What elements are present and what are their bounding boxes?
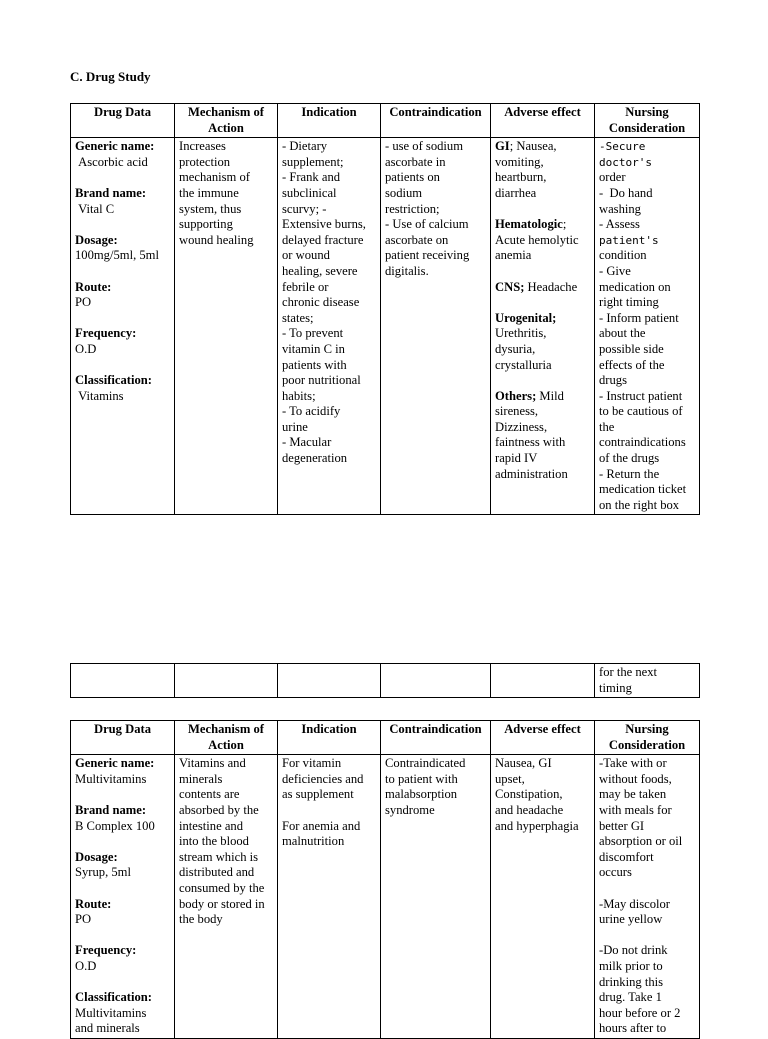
text-line: sodium	[385, 185, 423, 200]
text-line: system, thus	[179, 201, 242, 216]
others-line: faintness with	[495, 435, 566, 450]
header-mechanism-line2: Action	[208, 737, 244, 752]
text-line: degeneration	[282, 451, 348, 466]
text-line: medication ticket	[599, 482, 687, 497]
frequency-value: O.D	[75, 341, 97, 356]
text-line: intestine and	[179, 818, 244, 833]
text-line: better GI	[599, 818, 645, 833]
drug2-adverse-cell	[491, 755, 595, 1039]
brand-name-value: Vital C	[75, 201, 115, 216]
nursing-group	[599, 897, 695, 928]
text-line: effects of the	[599, 357, 665, 372]
text-line: - Frank and	[282, 170, 341, 185]
text-line: contraindications	[599, 435, 686, 450]
drug1-row	[71, 138, 700, 515]
text-line: healing, severe	[282, 263, 358, 278]
dosage-label: Dosage:	[75, 232, 118, 247]
text-line: deficiencies and	[282, 771, 364, 786]
drug1-mechanism-cell	[175, 138, 278, 515]
cns-value: Headache	[524, 279, 578, 294]
text-line: subclinical	[282, 185, 337, 200]
header-mechanism-line1: Mechanism of	[188, 105, 264, 119]
drug1-adverse-cell	[491, 138, 595, 515]
text-line: drug. Take 1	[599, 990, 662, 1005]
text-line: absorbed by the	[179, 802, 259, 817]
text-line: of the drugs	[599, 451, 660, 466]
text-line: Increases	[179, 139, 226, 154]
text-line: -Take with or	[599, 756, 667, 771]
header-mechanism-line1: Mechanism of	[188, 722, 264, 736]
others-label: Others;	[495, 388, 537, 403]
frequency-value: O.D	[75, 958, 97, 973]
text-line: drinking this	[599, 974, 664, 989]
text-line: Contraindicated	[385, 756, 466, 771]
text-line: distributed and	[179, 865, 255, 880]
indication-group	[282, 819, 376, 850]
text-line: ascorbate on	[385, 232, 449, 247]
frequency-label: Frequency:	[75, 326, 137, 341]
classification-value: Vitamins	[75, 388, 124, 403]
header-adverse	[491, 721, 595, 755]
drug2-row	[71, 755, 700, 1039]
text-line: as supplement	[282, 787, 354, 802]
text-line: ascorbate in	[385, 154, 446, 169]
text-line: states;	[282, 310, 314, 325]
text-line: body or stored in	[179, 896, 265, 911]
drug1-nursing-cell	[595, 138, 700, 515]
text-line: timing	[599, 680, 632, 695]
text-line: the immune	[179, 185, 239, 200]
text-line: - Inform patient	[599, 310, 679, 325]
gi-line: heartburn,	[495, 170, 547, 185]
others-line: sireness,	[495, 404, 539, 419]
hematologic-line: Acute hemolytic	[495, 232, 579, 247]
text-line: medication on	[599, 279, 671, 294]
route-value: PO	[75, 912, 92, 927]
header-indication-text: Indication	[301, 722, 357, 736]
header-nursing-line2: Consideration	[608, 120, 686, 135]
classification-value-2: and minerals	[75, 1021, 140, 1036]
text-line: right timing	[599, 295, 659, 310]
header-nursing-line1: Nursing	[625, 105, 669, 119]
header-contraindication	[381, 721, 491, 755]
dosage-value: Syrup, 5ml	[75, 865, 131, 880]
text-line: contents are	[179, 787, 240, 802]
others-line: Mild	[536, 388, 564, 403]
gi-line: ; Nausea,	[509, 139, 557, 154]
text-line: wound healing	[179, 232, 254, 247]
text-line: restriction;	[385, 201, 440, 216]
text-line: vitamin C in	[282, 341, 345, 356]
text-line: poor nutritional	[282, 373, 361, 388]
text-line: and headache	[495, 802, 564, 817]
text-line: may be taken	[599, 787, 667, 802]
text-line: patient receiving	[385, 248, 470, 263]
header-mechanism	[175, 721, 278, 755]
header-contraindication-text: Contraindication	[389, 105, 482, 119]
text-line: Vitamins and	[179, 756, 246, 771]
text-line: - Use of calcium	[385, 217, 469, 232]
gi-line: diarrhea	[495, 185, 537, 200]
continuation-empty-cell	[71, 664, 175, 698]
text-line: supplement;	[282, 154, 344, 169]
text-line: syndrome	[385, 802, 435, 817]
continuation-empty-cell	[175, 664, 278, 698]
brand-name-label: Brand name:	[75, 185, 147, 200]
hematologic-line: anemia	[495, 248, 532, 263]
text-line: consumed by the	[179, 880, 265, 895]
header-drug-data	[71, 721, 175, 755]
text-line: urine yellow	[599, 912, 663, 927]
text-line: on the right box	[599, 497, 680, 512]
text-line: Constipation,	[495, 787, 563, 802]
text-line: milk prior to	[599, 958, 663, 973]
text-line: urine	[282, 419, 308, 434]
text-line: upset,	[495, 771, 525, 786]
urogenital-line: Urethritis,	[495, 326, 547, 341]
generic-name-value: Ascorbic acid	[75, 154, 148, 169]
text-line: to be cautious of	[599, 404, 683, 419]
text-line: occurs	[599, 865, 632, 880]
text-line: protection	[179, 154, 231, 169]
text-line: febrile or	[282, 279, 329, 294]
text-line: chronic disease	[282, 295, 360, 310]
generic-name-label: Generic name:	[75, 756, 155, 771]
text-line: - To prevent	[282, 326, 344, 341]
continuation-empty-cell	[491, 664, 595, 698]
text-line: For anemia and	[282, 818, 361, 833]
drug1-indication-cell	[278, 138, 381, 515]
nursing-group	[599, 943, 695, 1037]
text-line: - Instruct patient	[599, 388, 683, 403]
urogenital-line: dysuria,	[495, 341, 536, 356]
header-indication	[278, 721, 381, 755]
header-mechanism-line2: Action	[208, 120, 244, 135]
text-line: digitalis.	[385, 263, 429, 278]
classification-label: Classification:	[75, 373, 152, 388]
header-nursing-line1: Nursing	[625, 722, 669, 736]
text-line: patient's	[599, 233, 659, 247]
text-line: - To acidify	[282, 404, 341, 419]
text-line: about the	[599, 326, 646, 341]
text-line: mechanism of	[179, 170, 250, 185]
text-line: discomfort	[599, 849, 654, 864]
text-line: or wound	[282, 248, 330, 263]
text-line: patients with	[282, 357, 347, 372]
others-line: Dizziness,	[495, 419, 548, 434]
urogenital-line: crystalluria	[495, 357, 552, 372]
gi-label: GI	[495, 139, 510, 154]
header-mechanism	[175, 104, 278, 138]
text-line: malnutrition	[282, 834, 345, 849]
route-value: PO	[75, 295, 92, 310]
text-line: - use of sodium	[385, 139, 464, 154]
route-label: Route:	[75, 279, 112, 294]
gi-line: vomiting,	[495, 154, 544, 169]
drug-study-table-vital-c	[70, 103, 700, 515]
classification-label: Classification:	[75, 990, 152, 1005]
nursing-group	[599, 756, 695, 881]
header-indication-text: Indication	[301, 105, 357, 119]
hematologic-line: ;	[562, 217, 567, 232]
header-adverse-text: Adverse effect	[504, 105, 581, 119]
brand-name-value: B Complex 100	[75, 818, 155, 833]
others-line: administration	[495, 466, 568, 481]
drug2-nursing-cell	[595, 755, 700, 1039]
drug1-contraindication-cell	[381, 138, 491, 515]
text-line: - Assess	[599, 217, 640, 232]
frequency-label: Frequency:	[75, 943, 137, 958]
brand-name-label: Brand name:	[75, 802, 147, 817]
header-adverse	[491, 104, 595, 138]
drug2-data-cell	[71, 755, 175, 1039]
header-drug-data-text: Drug Data	[93, 722, 152, 736]
text-line: the	[599, 419, 615, 434]
drug2-indication-cell	[278, 755, 381, 1039]
text-line: without foods,	[599, 771, 672, 786]
dosage-label: Dosage:	[75, 849, 118, 864]
text-line: -Do not drink	[599, 943, 668, 958]
continuation-nursing-cell	[595, 664, 700, 698]
text-line: - Return the	[599, 466, 660, 481]
drug2-mechanism-cell	[175, 755, 278, 1039]
dosage-value: 100mg/5ml, 5ml	[75, 248, 159, 263]
text-line: and hyperphagia	[495, 818, 579, 833]
route-label: Route:	[75, 896, 112, 911]
text-line: with meals for	[599, 802, 672, 817]
text-line: Nausea, GI	[495, 756, 552, 771]
text-line: for the next	[599, 665, 658, 679]
generic-name-value: Multivitamins	[75, 771, 147, 786]
header-row	[71, 104, 700, 138]
text-line: minerals	[179, 771, 223, 786]
hematologic-label: Hematologic	[495, 217, 563, 232]
text-line: -Secure doctor's	[599, 140, 652, 169]
text-line: Extensive burns,	[282, 217, 366, 232]
drug-study-table-b-complex	[70, 720, 700, 1039]
text-line: - Dietary	[282, 139, 328, 154]
text-line: stream which is	[179, 849, 259, 864]
text-line: - Do hand	[599, 185, 653, 200]
text-line: order	[599, 170, 626, 185]
header-row	[71, 721, 700, 755]
text-line: habits;	[282, 388, 316, 403]
continuation-table	[70, 663, 700, 698]
text-line: - Give	[599, 263, 631, 278]
header-drug-data-text: Drug Data	[93, 105, 152, 119]
text-line: For vitamin	[282, 756, 342, 771]
header-adverse-text: Adverse effect	[504, 722, 581, 736]
text-line: drugs	[599, 373, 627, 388]
header-drug-data	[71, 104, 175, 138]
text-line: washing	[599, 201, 641, 216]
header-nursing	[595, 721, 700, 755]
text-line: supporting	[179, 217, 233, 232]
text-line: -May discolor	[599, 896, 670, 911]
text-line: hours after to	[599, 1021, 667, 1036]
text-line: hour before or 2	[599, 1005, 681, 1020]
text-line: patients on	[385, 170, 440, 185]
classification-value: Multivitamins	[75, 1005, 147, 1020]
text-line: condition	[599, 248, 647, 263]
header-nursing	[595, 104, 700, 138]
text-line: absorption or oil	[599, 834, 683, 849]
drug1-data-cell	[71, 138, 175, 515]
text-line: possible side	[599, 341, 664, 356]
header-contraindication-text: Contraindication	[389, 722, 482, 736]
section-heading: C. Drug Study	[70, 69, 151, 84]
header-nursing-line2: Consideration	[608, 737, 686, 752]
indication-group	[282, 756, 376, 803]
drug2-contraindication-cell	[381, 755, 491, 1039]
others-line: rapid IV	[495, 451, 538, 466]
header-indication	[278, 104, 381, 138]
text-line: - Macular	[282, 435, 332, 450]
continuation-empty-cell	[381, 664, 491, 698]
cns-label: CNS;	[495, 279, 525, 294]
text-line: scurvy; -	[282, 201, 327, 216]
text-line: to patient with	[385, 771, 458, 786]
text-line: into the blood	[179, 834, 249, 849]
urogenital-label: Urogenital;	[495, 310, 557, 325]
continuation-empty-cell	[278, 664, 381, 698]
text-line: malabsorption	[385, 787, 458, 802]
text-line: delayed fracture	[282, 232, 364, 247]
header-contraindication	[381, 104, 491, 138]
generic-name-label: Generic name:	[75, 139, 155, 154]
text-line: the body	[179, 912, 223, 927]
continuation-row	[71, 664, 700, 698]
